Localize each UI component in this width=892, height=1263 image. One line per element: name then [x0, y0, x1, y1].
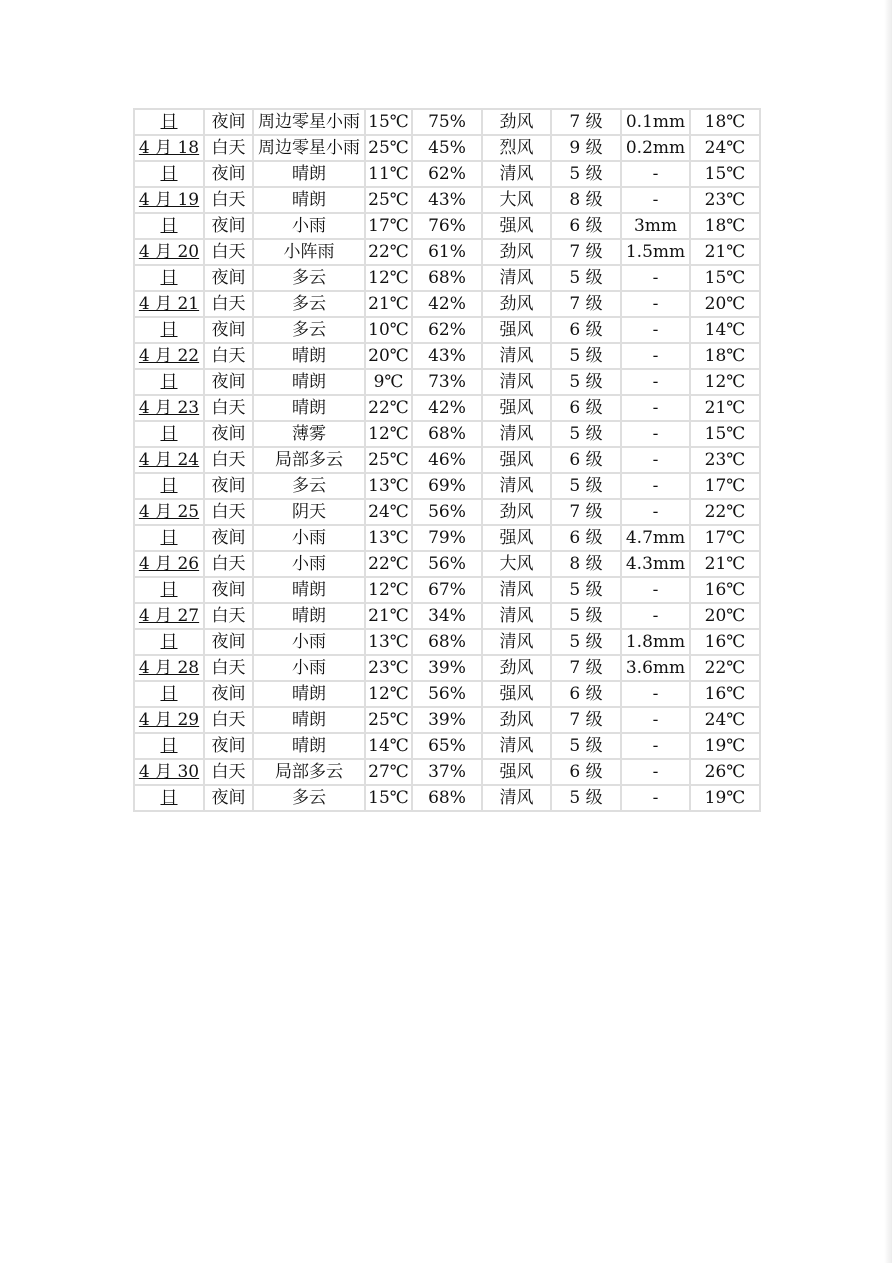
feels-like-cell: 23℃: [690, 447, 760, 473]
date-cell: 4 月 27: [134, 603, 204, 629]
temperature-cell: 12℃: [365, 577, 412, 603]
table-body: [134, 109, 760, 811]
humidity-cell: 43%: [412, 187, 482, 213]
period-cell: 白天: [204, 707, 253, 733]
precipitation-cell: -: [621, 343, 690, 369]
precipitation-cell: 4.3mm: [621, 551, 690, 577]
temperature-cell: 22℃: [365, 551, 412, 577]
date-cell: 日: [134, 265, 204, 291]
temperature-cell: 25℃: [365, 135, 412, 161]
precipitation-cell: -: [621, 681, 690, 707]
precipitation-cell: 1.5mm: [621, 239, 690, 265]
table-row: [134, 499, 760, 525]
period-cell: 夜间: [204, 525, 253, 551]
period-cell: 夜间: [204, 733, 253, 759]
table-row: [134, 525, 760, 551]
wind-level-cell: 5 级: [551, 161, 621, 187]
feels-like-cell: 18℃: [690, 109, 760, 135]
humidity-cell: 42%: [412, 291, 482, 317]
wind-level-cell: 5 级: [551, 265, 621, 291]
condition-cell: 晴朗: [253, 577, 365, 603]
period-cell: 白天: [204, 603, 253, 629]
temperature-cell: 12℃: [365, 421, 412, 447]
wind-level-cell: 6 级: [551, 525, 621, 551]
date-cell: 日: [134, 681, 204, 707]
table-row: [134, 187, 760, 213]
wind-cell: 强风: [482, 395, 551, 421]
condition-cell: 晴朗: [253, 707, 365, 733]
temperature-cell: 13℃: [365, 629, 412, 655]
table-row: [134, 239, 760, 265]
table-row: [134, 603, 760, 629]
humidity-cell: 39%: [412, 655, 482, 681]
period-cell: 夜间: [204, 785, 253, 811]
precipitation-cell: 0.2mm: [621, 135, 690, 161]
date-cell: 日: [134, 317, 204, 343]
temperature-cell: 23℃: [365, 655, 412, 681]
temperature-cell: 14℃: [365, 733, 412, 759]
date-cell: 日: [134, 109, 204, 135]
condition-cell: 多云: [253, 265, 365, 291]
table-row: [134, 655, 760, 681]
condition-cell: 晴朗: [253, 161, 365, 187]
date-cell: 4 月 23: [134, 395, 204, 421]
humidity-cell: 34%: [412, 603, 482, 629]
humidity-cell: 69%: [412, 473, 482, 499]
wind-level-cell: 6 级: [551, 317, 621, 343]
period-cell: 白天: [204, 447, 253, 473]
condition-cell: 多云: [253, 291, 365, 317]
period-cell: 白天: [204, 343, 253, 369]
precipitation-cell: -: [621, 499, 690, 525]
feels-like-cell: 12℃: [690, 369, 760, 395]
date-cell: 日: [134, 213, 204, 239]
wind-cell: 清风: [482, 629, 551, 655]
precipitation-cell: -: [621, 577, 690, 603]
date-cell: 日: [134, 161, 204, 187]
precipitation-cell: -: [621, 785, 690, 811]
table-row: [134, 317, 760, 343]
period-cell: 夜间: [204, 265, 253, 291]
wind-cell: 清风: [482, 369, 551, 395]
humidity-cell: 79%: [412, 525, 482, 551]
feels-like-cell: 15℃: [690, 265, 760, 291]
condition-cell: 局部多云: [253, 447, 365, 473]
temperature-cell: 12℃: [365, 681, 412, 707]
feels-like-cell: 20℃: [690, 291, 760, 317]
period-cell: 白天: [204, 551, 253, 577]
feels-like-cell: 18℃: [690, 213, 760, 239]
period-cell: 白天: [204, 291, 253, 317]
precipitation-cell: -: [621, 707, 690, 733]
table-row: [134, 447, 760, 473]
feels-like-cell: 23℃: [690, 187, 760, 213]
period-cell: 白天: [204, 135, 253, 161]
wind-cell: 强风: [482, 525, 551, 551]
feels-like-cell: 16℃: [690, 681, 760, 707]
table-row: [134, 759, 760, 785]
feels-like-cell: 15℃: [690, 421, 760, 447]
temperature-cell: 10℃: [365, 317, 412, 343]
date-cell: 4 月 30: [134, 759, 204, 785]
humidity-cell: 37%: [412, 759, 482, 785]
condition-cell: 晴朗: [253, 681, 365, 707]
period-cell: 白天: [204, 187, 253, 213]
temperature-cell: 12℃: [365, 265, 412, 291]
temperature-cell: 20℃: [365, 343, 412, 369]
wind-level-cell: 7 级: [551, 655, 621, 681]
temperature-cell: 25℃: [365, 707, 412, 733]
feels-like-cell: 26℃: [690, 759, 760, 785]
humidity-cell: 61%: [412, 239, 482, 265]
wind-level-cell: 6 级: [551, 447, 621, 473]
page-edge-shadow: [884, 0, 892, 1263]
condition-cell: 多云: [253, 317, 365, 343]
period-cell: 夜间: [204, 109, 253, 135]
precipitation-cell: -: [621, 187, 690, 213]
humidity-cell: 46%: [412, 447, 482, 473]
wind-level-cell: 5 级: [551, 369, 621, 395]
date-cell: 4 月 22: [134, 343, 204, 369]
table-row: [134, 681, 760, 707]
wind-cell: 清风: [482, 265, 551, 291]
wind-cell: 劲风: [482, 499, 551, 525]
wind-level-cell: 5 级: [551, 473, 621, 499]
humidity-cell: 62%: [412, 317, 482, 343]
wind-cell: 清风: [482, 161, 551, 187]
humidity-cell: 62%: [412, 161, 482, 187]
wind-level-cell: 6 级: [551, 213, 621, 239]
precipitation-cell: -: [621, 603, 690, 629]
temperature-cell: 27℃: [365, 759, 412, 785]
feels-like-cell: 19℃: [690, 785, 760, 811]
wind-cell: 强风: [482, 447, 551, 473]
temperature-cell: 22℃: [365, 239, 412, 265]
feels-like-cell: 17℃: [690, 473, 760, 499]
wind-cell: 大风: [482, 187, 551, 213]
date-cell: 日: [134, 577, 204, 603]
precipitation-cell: -: [621, 759, 690, 785]
wind-level-cell: 7 级: [551, 109, 621, 135]
wind-level-cell: 5 级: [551, 733, 621, 759]
humidity-cell: 68%: [412, 785, 482, 811]
wind-level-cell: 5 级: [551, 421, 621, 447]
feels-like-cell: 16℃: [690, 577, 760, 603]
condition-cell: 局部多云: [253, 759, 365, 785]
temperature-cell: 25℃: [365, 447, 412, 473]
table-row: [134, 785, 760, 811]
humidity-cell: 67%: [412, 577, 482, 603]
condition-cell: 晴朗: [253, 733, 365, 759]
wind-cell: 劲风: [482, 655, 551, 681]
wind-cell: 劲风: [482, 109, 551, 135]
table-row: [134, 213, 760, 239]
period-cell: 夜间: [204, 213, 253, 239]
wind-cell: 劲风: [482, 239, 551, 265]
wind-cell: 清风: [482, 785, 551, 811]
wind-cell: 清风: [482, 577, 551, 603]
table-row: [134, 265, 760, 291]
table-row: [134, 421, 760, 447]
feels-like-cell: 22℃: [690, 499, 760, 525]
feels-like-cell: 17℃: [690, 525, 760, 551]
date-cell: 4 月 20: [134, 239, 204, 265]
date-cell: 日: [134, 473, 204, 499]
temperature-cell: 24℃: [365, 499, 412, 525]
date-cell: 4 月 19: [134, 187, 204, 213]
feels-like-cell: 14℃: [690, 317, 760, 343]
wind-cell: 强风: [482, 681, 551, 707]
humidity-cell: 39%: [412, 707, 482, 733]
wind-level-cell: 6 级: [551, 759, 621, 785]
date-cell: 日: [134, 525, 204, 551]
humidity-cell: 43%: [412, 343, 482, 369]
condition-cell: 小雨: [253, 655, 365, 681]
wind-level-cell: 5 级: [551, 343, 621, 369]
temperature-cell: 13℃: [365, 525, 412, 551]
wind-cell: 烈风: [482, 135, 551, 161]
temperature-cell: 21℃: [365, 291, 412, 317]
wind-level-cell: 6 级: [551, 395, 621, 421]
condition-cell: 晴朗: [253, 369, 365, 395]
date-cell: 日: [134, 785, 204, 811]
table-row: [134, 629, 760, 655]
precipitation-cell: -: [621, 317, 690, 343]
feels-like-cell: 15℃: [690, 161, 760, 187]
date-cell: 日: [134, 369, 204, 395]
wind-level-cell: 5 级: [551, 603, 621, 629]
humidity-cell: 68%: [412, 265, 482, 291]
wind-cell: 清风: [482, 421, 551, 447]
period-cell: 夜间: [204, 421, 253, 447]
feels-like-cell: 24℃: [690, 707, 760, 733]
wind-level-cell: 8 级: [551, 551, 621, 577]
precipitation-cell: -: [621, 291, 690, 317]
temperature-cell: 15℃: [365, 785, 412, 811]
period-cell: 夜间: [204, 473, 253, 499]
feels-like-cell: 21℃: [690, 395, 760, 421]
wind-level-cell: 5 级: [551, 577, 621, 603]
temperature-cell: 17℃: [365, 213, 412, 239]
period-cell: 夜间: [204, 577, 253, 603]
date-cell: 日: [134, 421, 204, 447]
feels-like-cell: 20℃: [690, 603, 760, 629]
wind-cell: 清风: [482, 733, 551, 759]
period-cell: 白天: [204, 499, 253, 525]
table-row: [134, 551, 760, 577]
precipitation-cell: 3mm: [621, 213, 690, 239]
date-cell: 日: [134, 733, 204, 759]
wind-cell: 清风: [482, 603, 551, 629]
period-cell: 夜间: [204, 681, 253, 707]
condition-cell: 晴朗: [253, 343, 365, 369]
wind-cell: 强风: [482, 759, 551, 785]
period-cell: 白天: [204, 395, 253, 421]
date-cell: 4 月 25: [134, 499, 204, 525]
condition-cell: 周边零星小雨: [253, 109, 365, 135]
wind-cell: 强风: [482, 317, 551, 343]
temperature-cell: 25℃: [365, 187, 412, 213]
temperature-cell: 21℃: [365, 603, 412, 629]
period-cell: 夜间: [204, 161, 253, 187]
period-cell: 白天: [204, 759, 253, 785]
condition-cell: 小雨: [253, 525, 365, 551]
humidity-cell: 75%: [412, 109, 482, 135]
table-row: [134, 109, 760, 135]
period-cell: 夜间: [204, 369, 253, 395]
condition-cell: 阴天: [253, 499, 365, 525]
temperature-cell: 22℃: [365, 395, 412, 421]
condition-cell: 晴朗: [253, 187, 365, 213]
temperature-cell: 15℃: [365, 109, 412, 135]
precipitation-cell: -: [621, 421, 690, 447]
wind-cell: 清风: [482, 473, 551, 499]
table-row: [134, 707, 760, 733]
condition-cell: 周边零星小雨: [253, 135, 365, 161]
table-row: [134, 161, 760, 187]
temperature-cell: 9℃: [365, 369, 412, 395]
condition-cell: 薄雾: [253, 421, 365, 447]
wind-cell: 劲风: [482, 707, 551, 733]
feels-like-cell: 24℃: [690, 135, 760, 161]
wind-level-cell: 5 级: [551, 629, 621, 655]
period-cell: 夜间: [204, 629, 253, 655]
condition-cell: 小阵雨: [253, 239, 365, 265]
table-row: [134, 577, 760, 603]
humidity-cell: 68%: [412, 421, 482, 447]
period-cell: 白天: [204, 239, 253, 265]
wind-cell: 大风: [482, 551, 551, 577]
humidity-cell: 42%: [412, 395, 482, 421]
period-cell: 夜间: [204, 317, 253, 343]
precipitation-cell: -: [621, 395, 690, 421]
wind-cell: 清风: [482, 343, 551, 369]
wind-level-cell: 6 级: [551, 681, 621, 707]
wind-level-cell: 7 级: [551, 499, 621, 525]
precipitation-cell: -: [621, 447, 690, 473]
humidity-cell: 73%: [412, 369, 482, 395]
wind-level-cell: 5 级: [551, 785, 621, 811]
wind-cell: 劲风: [482, 291, 551, 317]
temperature-cell: 11℃: [365, 161, 412, 187]
precipitation-cell: -: [621, 369, 690, 395]
date-cell: 4 月 18: [134, 135, 204, 161]
precipitation-cell: 1.8mm: [621, 629, 690, 655]
condition-cell: 多云: [253, 785, 365, 811]
weather-forecast-table: [133, 108, 761, 812]
humidity-cell: 56%: [412, 499, 482, 525]
feels-like-cell: 18℃: [690, 343, 760, 369]
period-cell: 白天: [204, 655, 253, 681]
humidity-cell: 45%: [412, 135, 482, 161]
precipitation-cell: 3.6mm: [621, 655, 690, 681]
table-row: [134, 473, 760, 499]
condition-cell: 小雨: [253, 551, 365, 577]
wind-cell: 强风: [482, 213, 551, 239]
feels-like-cell: 16℃: [690, 629, 760, 655]
table-row: [134, 395, 760, 421]
date-cell: 4 月 24: [134, 447, 204, 473]
date-cell: 4 月 21: [134, 291, 204, 317]
date-cell: 4 月 26: [134, 551, 204, 577]
feels-like-cell: 21℃: [690, 551, 760, 577]
humidity-cell: 56%: [412, 551, 482, 577]
feels-like-cell: 22℃: [690, 655, 760, 681]
precipitation-cell: -: [621, 265, 690, 291]
wind-level-cell: 7 级: [551, 291, 621, 317]
table-row: [134, 135, 760, 161]
wind-level-cell: 8 级: [551, 187, 621, 213]
precipitation-cell: -: [621, 161, 690, 187]
wind-level-cell: 7 级: [551, 239, 621, 265]
date-cell: 4 月 28: [134, 655, 204, 681]
condition-cell: 多云: [253, 473, 365, 499]
condition-cell: 晴朗: [253, 395, 365, 421]
humidity-cell: 56%: [412, 681, 482, 707]
table-row: [134, 369, 760, 395]
feels-like-cell: 21℃: [690, 239, 760, 265]
precipitation-cell: -: [621, 733, 690, 759]
temperature-cell: 13℃: [365, 473, 412, 499]
condition-cell: 小雨: [253, 629, 365, 655]
feels-like-cell: 19℃: [690, 733, 760, 759]
condition-cell: 晴朗: [253, 603, 365, 629]
wind-level-cell: 7 级: [551, 707, 621, 733]
condition-cell: 小雨: [253, 213, 365, 239]
precipitation-cell: 4.7mm: [621, 525, 690, 551]
wind-level-cell: 9 级: [551, 135, 621, 161]
table-row: [134, 291, 760, 317]
table-row: [134, 733, 760, 759]
table-row: [134, 343, 760, 369]
humidity-cell: 76%: [412, 213, 482, 239]
date-cell: 日: [134, 629, 204, 655]
precipitation-cell: 0.1mm: [621, 109, 690, 135]
humidity-cell: 65%: [412, 733, 482, 759]
humidity-cell: 68%: [412, 629, 482, 655]
date-cell: 4 月 29: [134, 707, 204, 733]
precipitation-cell: -: [621, 473, 690, 499]
